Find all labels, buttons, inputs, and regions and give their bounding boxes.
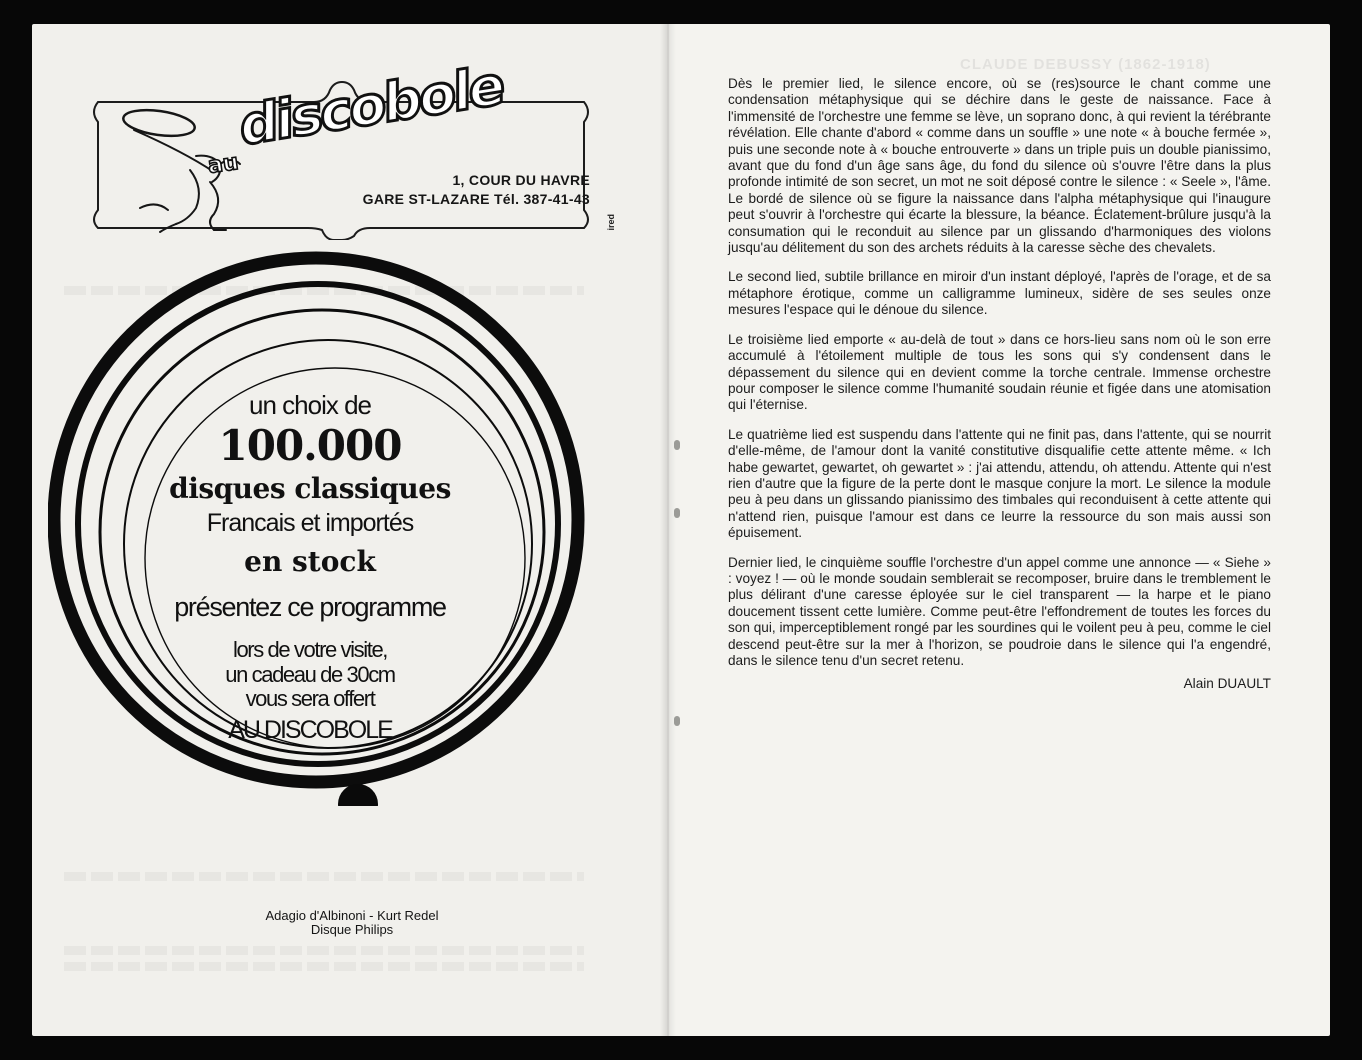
artist-credit: ired: [606, 214, 616, 231]
discobole-logo: discobole: [240, 53, 503, 158]
author-signature: Alain DUAULT: [1183, 676, 1271, 692]
show-through-text: [64, 872, 584, 881]
ad-origin: Francais et importés: [206, 509, 414, 537]
article-paragraph: Dernier lied, le cinquième souffle l'orchestre d'un appel comme une annonce — « Siehe » : voyez ! — où le monde soudain semblerait se recomposer, bruire dans le tremblement le plus délirant d'une caresse éployée sur le ciel transparent — la harpe et le piano doucement tissent cette lumière. Comme peut-être l'effondrement de toutes les forces du son qui, imperceptiblement rongé par les sourdines qui le voilent peu à peu, comme le ciel descend peut-être sur la mer à l'horizon, se poudroie dans le silence qui l'a engendré, dans le silence tenu d'un secret retenu.: [728, 554, 1271, 668]
ad-in-stock: en stock: [244, 545, 376, 578]
ad-present-program: présentez ce programme: [174, 592, 446, 622]
ad-offer-line: un cadeau de 30cm: [225, 662, 395, 687]
article-paragraph: Le quatrième lied est suspendu dans l'attente qui ne finit pas, dans l'attente, qui se nourrit d'elle-même, de l'amour dont la vanité constitutive disqualifie cette attente même. « Ich habe gewartet, gewartet, oh gewartet » : j'ai attendu, attendu, oh attendu. Attente qui n'est rien d'autre que la figure de la perte dont le masque conjure la mort. Le silence la module peu à peu dans un glissando pianissimo des timbales qui reconduisent à cette attente qui n'attend rien, puisque l'amour est dans ce leurre la ressource du son mais aussi son épuisement.: [728, 426, 1271, 541]
show-through-text: [64, 962, 584, 971]
article: [728, 76, 1271, 706]
ad-classical-discs: disques classiques: [169, 472, 451, 505]
store-address: 1, COUR DU HAVRE: [452, 172, 590, 188]
ad-offer-line: vous sera offert: [245, 686, 375, 711]
record-spindle-dot: [338, 784, 378, 806]
show-through-heading: CLAUDE DEBUSSY (1862-1918): [960, 56, 1211, 73]
article-paragraph: Le second lied, subtile brillance en miroir d'un instant déployé, l'après de l'orage, et de sa métaphore érotique, comme un calligramme lumineux, sidère de ses seules onze mesures l'espace qui le dénoue du silence.: [728, 269, 1271, 318]
staple: [674, 440, 680, 450]
staple: [674, 716, 680, 726]
record-caption-title: Adagio d'Albinoni - Kurt Redel: [265, 908, 439, 923]
ad-headline: un choix de: [249, 390, 371, 420]
record-caption-label: Disque Philips: [310, 922, 394, 937]
staple: [674, 508, 680, 518]
show-through-text: [64, 946, 584, 955]
discobole-banner: [64, 53, 616, 240]
logo-prefix: au: [206, 149, 241, 180]
article-paragraph: Dès le premier lied, le silence encore, où se (res)source le chant comme une condensation métaphysique qui se déchire dans le geste de naissance. Face à l'immensité de l'orchestre une femme se lève, un soprano donc, à qui revient la térébrante révélation. Elle chante d'abord « comme dans un souffle » une note « à bouche fermée », puis une seconde note à « bouche entrouverte » dans un triple puis un double pianissimo, avant que du fond d'un âge sans âge, du fond du silence où s'ouvre l'être dans la plus profonde intimité de son secret, un mot ne soit déposé contre le silence : « Seele », l'âme. Le bordé de silence où se figure la naissance dans l'alpha métaphysique qui l'inaugure peut s'ouvrir à l'orchestre qui écarte la blessure, la béance. Éclatement-brûlure jusqu'à la consumation qui le reconduit au silence par un glissando d'harmoniques des violons jusqu'au délitement du son des archets réduits à la caresse sèche des chevalets.: [728, 76, 1271, 256]
article-paragraph: Le troisième lied emporte « au-delà de tout » dans ce hors-lieu sans nom où le son erre accumulé à l'étoilement multiple de tous les sons qui s'y condensent dans le dépassement du silence qui en devient comme la torche centrale. Immense orchestre pour composer le silence comme l'humanité soudain réunie et figée dans une atomisation qui l'éternise.: [728, 331, 1271, 413]
ad-quantity: 100.000: [218, 421, 402, 470]
ad-offer-line: lors de votre visite,: [232, 637, 387, 662]
ad-store-name: AU DISCOBOLE: [228, 716, 392, 744]
store-location-phone: GARE ST-LAZARE Tél. 387-41-43: [362, 191, 590, 207]
book-gutter: [660, 24, 676, 1036]
